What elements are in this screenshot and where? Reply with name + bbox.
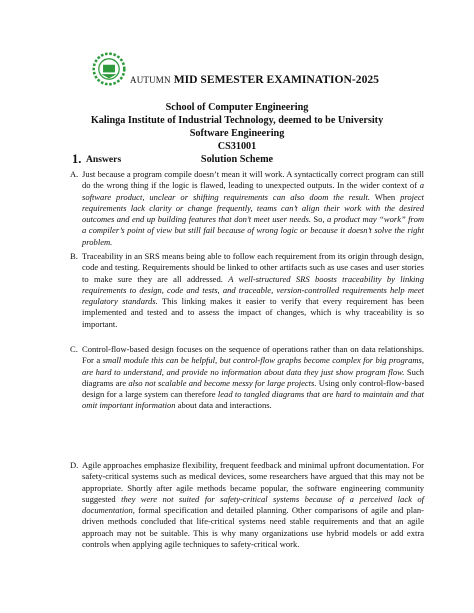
answer-letter: A. <box>70 169 79 179</box>
body-text: Such diagrams are <box>82 366 425 388</box>
university-logo-icon <box>92 52 126 86</box>
body-text: Using only control-flow-based design for a large system can therefore <box>82 377 424 400</box>
document-type: Solution Scheme <box>200 154 274 165</box>
answer-text <box>82 344 424 412</box>
answer-letter: B. <box>70 251 78 261</box>
course-code: CS31001 <box>217 141 257 152</box>
answer-d <box>70 460 424 550</box>
institute-name: Kalinga Institute of Industrial Technology, deemed to be University <box>90 115 384 126</box>
emphasized-text: lead to tangled diagrams that are hard to maintain and that omit important information <box>82 389 424 411</box>
emphasized-text: a product may “work” from a compiler’s point of view but still fail because of wrong logic or because it doesn’t solve the right problem. <box>82 214 425 247</box>
emphasized-text: also not scalable and become messy for large projects. <box>128 377 317 388</box>
exam-title-season: AUTUMN <box>130 75 171 85</box>
emphasized-text: small module this can be helpful, but control-flow graphs become complex for big programs, are hard to understand, and provide no information about data they just show program flow. <box>82 355 424 377</box>
emphasized-text: A well-structured SRS boosts traceability by linking requirements to design, code and tests, and traceable, version-controlled requirements help meet regulatory standards. <box>82 273 424 307</box>
answer-letter: C. <box>70 344 78 354</box>
body-text: formal specification and detailed planning. Other comparisons of agile and plan-driven methods concluded that life-critical systems need stable requirements and that an agile approach may not be suitable. This is why many organizations use hybrid models or add extra controls when applying agile techniques to safety-critical work. <box>82 505 424 550</box>
body-text: Control-flow-based design focuses on the sequence of operations rather than on data relationships. For a <box>82 344 424 366</box>
answer-a <box>70 169 424 248</box>
body-text: Just because a program compile doesn’t mean it will work. A syntactically correct program can still do the wrong thing if the logic is flawed, leading to unexpected outputs. In the wider context of <box>82 169 424 191</box>
exam-title-main: MID SEMESTER EXAMINATION-2025 <box>173 73 379 86</box>
body-text: So, <box>310 214 328 225</box>
emphasized-text: a software product, unclear or shifting requirements can also doom the result. <box>82 180 424 202</box>
answer-text <box>82 169 424 248</box>
body-text: Agile approaches emphasize flexibility, frequent feedback and minimal upfront documentation. For safety-critical systems such as medical devices, some researchers have argued that this may not be appropriate. Shortly after agile methods became popular, the software engineering community suggested <box>82 460 424 504</box>
body-text: This linking makes it easier to verify that every requirement has been implemented and tested and to assess the impact of changes, which is why traceability is so important. <box>82 296 424 329</box>
question-label: Answers <box>86 154 122 165</box>
emphasized-text: project requirements lack clarity or change frequently, teams can’t align their work with the desired outcomes and end up building features that don’t meet user needs. <box>82 191 425 225</box>
answer-b <box>70 251 424 330</box>
answer-text <box>82 251 424 330</box>
body-text: Traceability in an SRS means being able to follow each requirement from its origin through design, code and testing. Requirements should be linked to other artifacts such as use cases and user stories to make sure they are all addressed. <box>82 251 424 284</box>
question-number: 1. <box>72 152 82 166</box>
exam-title <box>130 73 430 86</box>
school-name: School of Computer Engineering <box>165 102 309 113</box>
subject-name: Software Engineering <box>189 128 285 139</box>
emphasized-text: they were not suited for safety-critical systems because of a perceived lack of documentation, <box>82 493 424 516</box>
answer-c <box>70 344 424 412</box>
body-text: When <box>369 191 401 202</box>
body-text: about data and interactions. <box>175 400 272 411</box>
answer-letter: D. <box>70 460 79 470</box>
answer-text <box>82 460 424 550</box>
